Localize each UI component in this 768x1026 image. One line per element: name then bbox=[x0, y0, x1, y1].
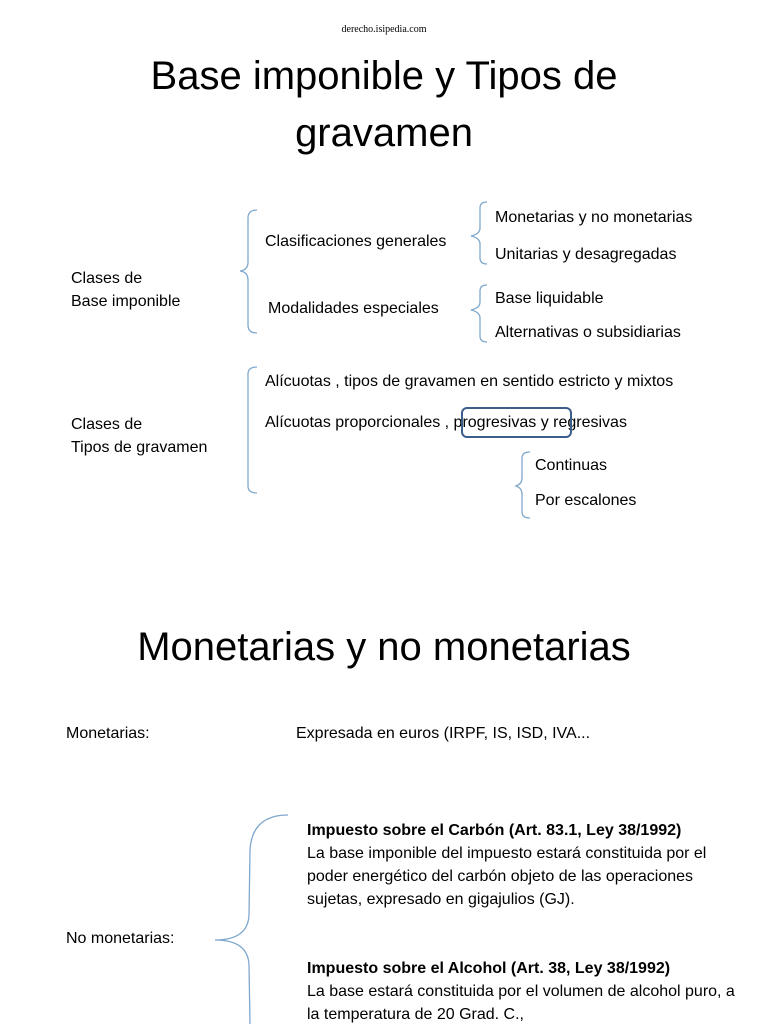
tipos-label-line1: Clases de bbox=[71, 416, 143, 433]
base-liquidable-item: Base liquidable bbox=[495, 290, 604, 307]
monetarias-item: Monetarias y no monetarias bbox=[495, 209, 693, 226]
unitarias-item: Unitarias y desagregadas bbox=[495, 246, 677, 263]
alcohol-heading: Impuesto sobre el Alcohol (Art. 38, Ley 38/1992) bbox=[307, 960, 671, 977]
bracket-progresivas bbox=[516, 452, 530, 518]
bracket-base-imponible bbox=[240, 210, 257, 333]
no-monetarias-label: No monetarias: bbox=[66, 930, 175, 947]
escalones-item: Por escalones bbox=[535, 492, 637, 509]
carbon-heading: Impuesto sobre el Carbón (Art. 83.1, Ley 38/1992) bbox=[307, 822, 682, 839]
carbon-text: La base imponible del impuesto estará constituida por el poder energético del carbón objeto de las operaciones sujetas, expresado en gigajulios (GJ). bbox=[307, 845, 707, 908]
monetarias-description: Expresada en euros (IRPF, IS, ISD, IVA... bbox=[296, 725, 591, 742]
alicuotas-proporcionales: Alícuotas proporcionales , progresivas y regresivas bbox=[265, 414, 627, 431]
bracket-clasificaciones bbox=[471, 202, 487, 264]
alicuotas-tipos: Alícuotas , tipos de gravamen en sentido estricto y mixtos bbox=[265, 373, 674, 390]
modalidades-especiales: Modalidades especiales bbox=[268, 300, 439, 317]
continuas-item: Continuas bbox=[535, 457, 608, 474]
progresivas-highlight-box bbox=[461, 407, 572, 438]
bracket-tipos-gravamen bbox=[248, 367, 257, 493]
source-url: derecho.isipedia.com bbox=[341, 24, 427, 35]
clasificaciones-generales: Clasificaciones generales bbox=[265, 233, 447, 250]
alcohol-text: La base estará constituida por el volumen de alcohol puro, a la temperatura de 20 Grad. C., bbox=[307, 983, 735, 1023]
monetarias-label: Monetarias: bbox=[66, 725, 150, 742]
slide2-title: Monetarias y no monetarias bbox=[137, 625, 631, 669]
bracket-no-monetarias bbox=[215, 815, 288, 1024]
base-label-line2: Base imponible bbox=[71, 293, 181, 310]
tipos-label-line2: Tipos de gravamen bbox=[71, 439, 208, 456]
slide-title-line1: Base imponible y Tipos de bbox=[150, 54, 618, 98]
base-label-line1: Clases de bbox=[71, 270, 143, 287]
alternativas-item: Alternativas o subsidiarias bbox=[495, 324, 681, 341]
slide-title-line2: gravamen bbox=[295, 111, 473, 155]
bracket-modalidades bbox=[471, 285, 487, 342]
